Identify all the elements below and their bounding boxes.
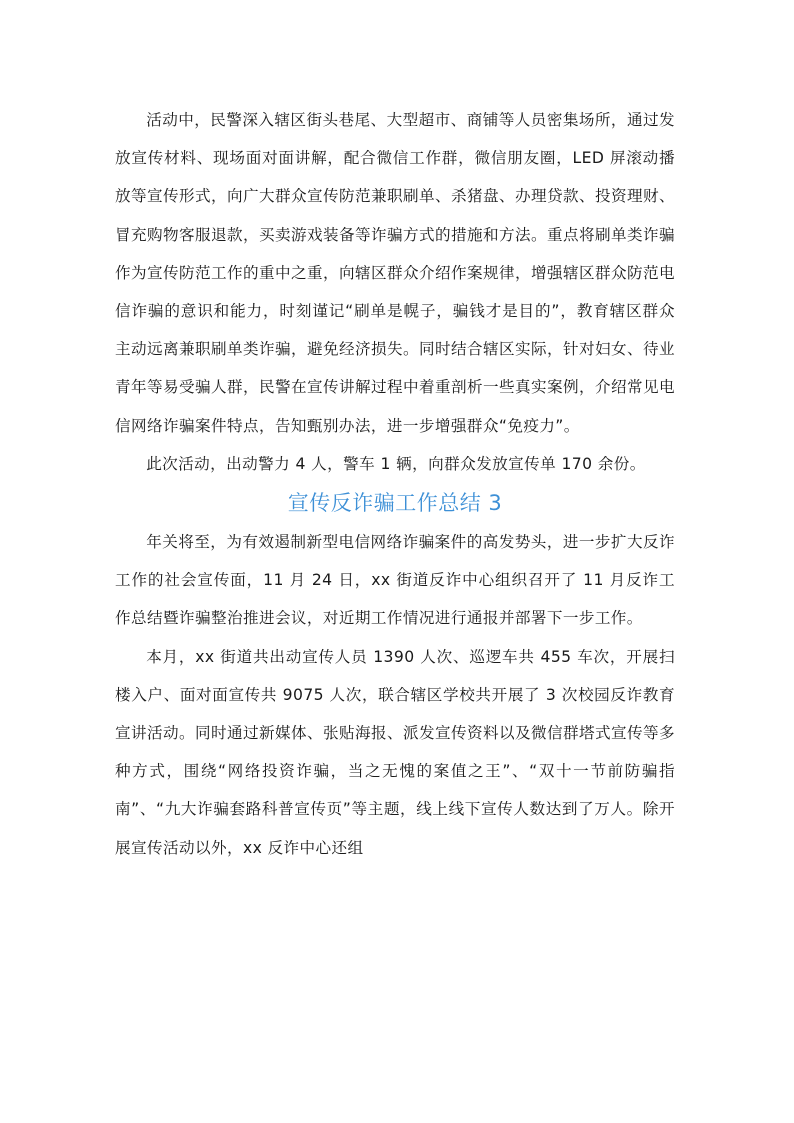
document-body: [115, 101, 675, 867]
paragraph-activity-summary: 此次活动，出动警力 4 人，警车 1 辆，向群众发放宣传单 170 余份。: [146, 454, 646, 473]
paragraph-activity-details: 活动中，民警深入辖区街头巷尾、大型超市、商铺等人员密集场所，通过发放宣传材料、现场面对面讲解，配合微信工作群，微信朋友圈，LED 屏滚动播放等宣传形式，向广大群众宣传防范兼职刷单、杀猪盘、办理贷款、投资理财、冒充购物客服退款，买卖游戏装备等诈骗方式的措施和方法。重点将刷单类诈骗作为宣传防范工作的重中之重，向辖区群众介绍作案规律，增强辖区群众防范电信诈骗的意识和能力，时刻谨记“刷单是幌子，骗钱才是目的”，教育辖区群众主动远离兼职刷单类诈骗，避免经济损失。同时结合辖区实际，针对妇女、待业青年等易受骗人群，民警在宣传讲解过程中着重剖析一些真实案例，介绍常见电信网络诈骗案件特点，告知甄别办法，进一步增强群众“免疫力”。: [115, 111, 675, 435]
paragraph-meeting: 年关将至，为有效遏制新型电信网络诈骗案件的高发势头，进一步扩大反诈工作的社会宣传面，11 月 24 日，xx 街道反诈中心组织召开了 11 月反诈工作总结暨诈骗整治推进会议，对近期工作情况进行通报并部署下一步工作。: [115, 533, 675, 628]
section-heading: 宣传反诈骗工作总结 3: [287, 491, 503, 516]
paragraph-monthly-stats: 本月，xx 街道共出动宣传人员 1390 人次、巡逻车共 455 车次，开展扫楼入户、面对面宣传共 9075 人次，联合辖区学校共开展了 3 次校园反诈教育宣讲活动。同时通过新媒体、张贴海报、派发宣传资料以及微信群塔式宣传等多种方式，围绕“网络投资诈骗，当之无愧的案值之王”、“双十一节前防骗指南”、“九大诈骗套路科普宣传页”等主题，线上线下宣传人数达到了万人。除开展宣传活动以外，xx 反诈中心还组: [115, 647, 675, 857]
